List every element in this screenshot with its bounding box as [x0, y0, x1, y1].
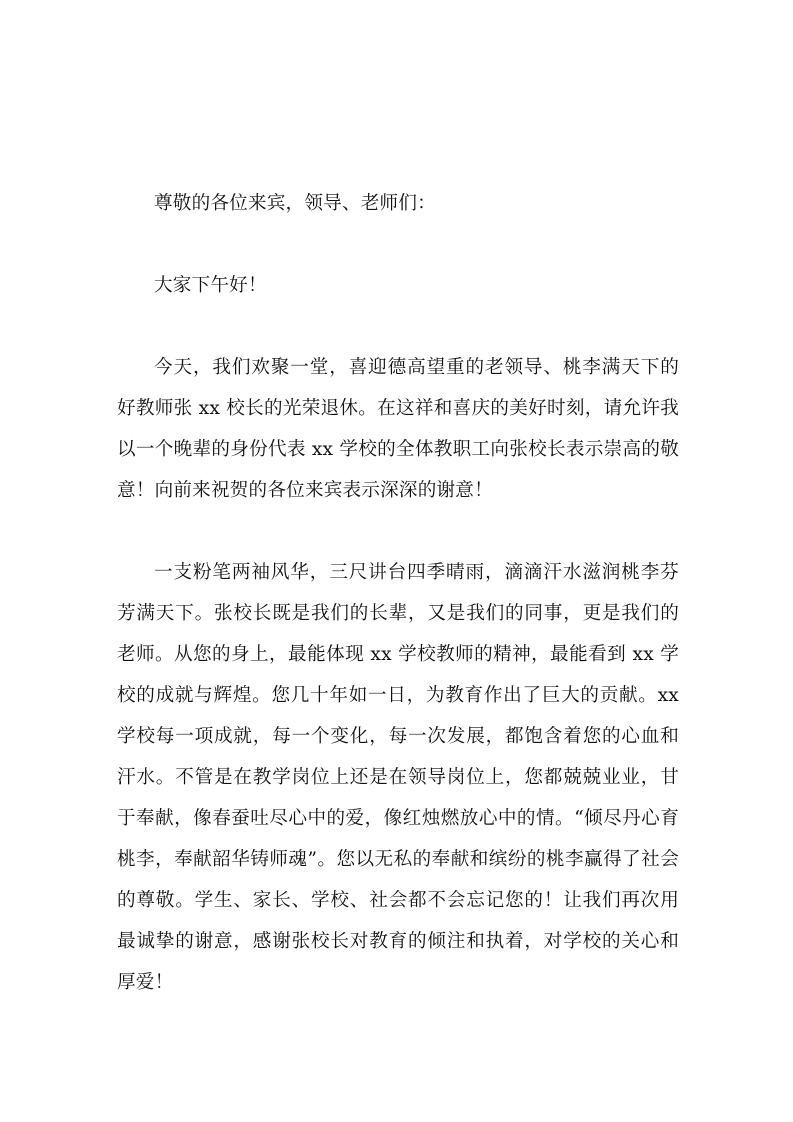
greeting: 大家下午好！ [154, 275, 267, 296]
salutation: 尊敬的各位来宾，领导、老师们： [154, 193, 436, 214]
paragraph-tribute: 一支粉笔两袖风华，三尺讲台四季晴雨，滴滴汗水滋润桃李芬芳满天下。张校长既是我们的长辈，又是我们的同事，更是我们的老师。从您的身上，最能体现 xx 学校教师的精神，最能看到 xx 学校的成就与辉煌。您几十年如一日，为教育作出了巨大的贡献。xx 学校每一项成就，每一个变化，每一次发展，都饱含着您的心血和汗水。不管是在教学岗位上还是在领导岗位上，您都兢兢业业，甘于奉献，像春蚕吐尽心中的爱，像红烛燃放心中的情。“倾尽丹心育桃李，奉献韶华铸师魂”。您以无私的奉献和缤纷的桃李赢得了社会的尊敬。学生、家长、学校、社会都不会忘记您的！让我们再次用最诚挚的谢意，感谢张校长对教育的倾注和执着，对学校的关心和厚爱！ [117, 562, 679, 993]
paragraph-opening: 今天，我们欢聚一堂，喜迎德高望重的老领导、桃李满天下的好教师张 xx 校长的光荣退休。在这祥和喜庆的美好时刻，请允许我以一个晚辈的身份代表 xx 学校的全体教职工向张校长表示崇高的敬意！向前来祝贺的各位来宾表示深深的谢意！ [117, 357, 679, 501]
document-page [117, 183, 679, 1003]
